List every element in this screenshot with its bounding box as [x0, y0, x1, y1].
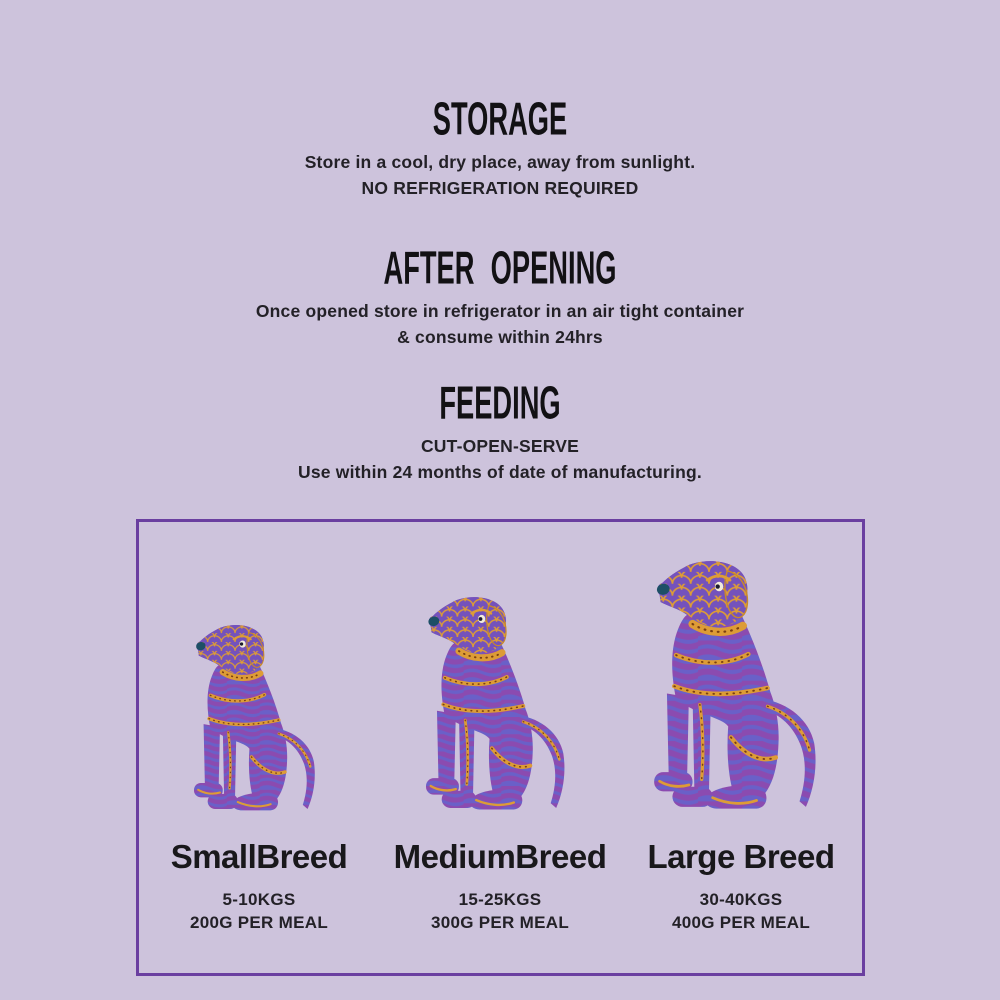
- large-breed-column: [621, 522, 862, 973]
- after-opening-heading: AFTER OPENING: [383, 242, 617, 295]
- large-breed-meal: 400G PER MEAL: [671, 913, 811, 932]
- medium-breed-stats: [431, 888, 569, 934]
- small-breed-weight-range: 5-10KGS: [222, 890, 296, 909]
- storage-line-1: Store in a cool, dry place, away from sunlight.: [304, 152, 696, 172]
- storage-line-2: NO REFRIGERATION REQUIRED: [361, 178, 639, 198]
- storage-heading: STORAGE: [432, 93, 568, 146]
- after-opening-line-2: & consume within 24hrs: [397, 327, 603, 347]
- medium-breed-column: [380, 522, 621, 973]
- after-opening-line-1: Once opened store in refrigerator in an air tight container: [255, 301, 745, 321]
- after-opening-section: [0, 242, 1000, 350]
- small-breed-meal: 200G PER MEAL: [189, 913, 329, 932]
- storage-section: [0, 0, 1000, 201]
- folk-art-sitting-dog-icon: [426, 596, 575, 816]
- large-breed-stats: [672, 888, 810, 934]
- small-breed-column: [139, 522, 380, 973]
- feeding-line-2: Use within 24 months of date of manufacturing.: [298, 462, 702, 482]
- small-breed-name: SmallBreed: [170, 838, 348, 875]
- feeding-heading: FEEDING: [439, 377, 561, 430]
- large-breed-name: Large Breed: [647, 838, 835, 875]
- small-breed-stats: [190, 888, 328, 934]
- medium-breed-name: MediumBreed: [393, 838, 607, 875]
- folk-art-sitting-dog-icon: [194, 624, 324, 816]
- small-breed-dog-box: [194, 560, 324, 816]
- folk-art-sitting-dog-icon: [654, 560, 828, 816]
- feeding-guide-box: [136, 519, 865, 976]
- feeding-section: [0, 377, 1000, 485]
- medium-breed-weight-range: 15-25KGS: [458, 890, 542, 909]
- large-breed-weight-range: 30-40KGS: [699, 890, 783, 909]
- feeding-line-1: CUT-OPEN-SERVE: [420, 436, 580, 456]
- medium-breed-meal: 300G PER MEAL: [430, 913, 570, 932]
- large-breed-dog-box: [654, 560, 828, 816]
- medium-breed-dog-box: [426, 560, 575, 816]
